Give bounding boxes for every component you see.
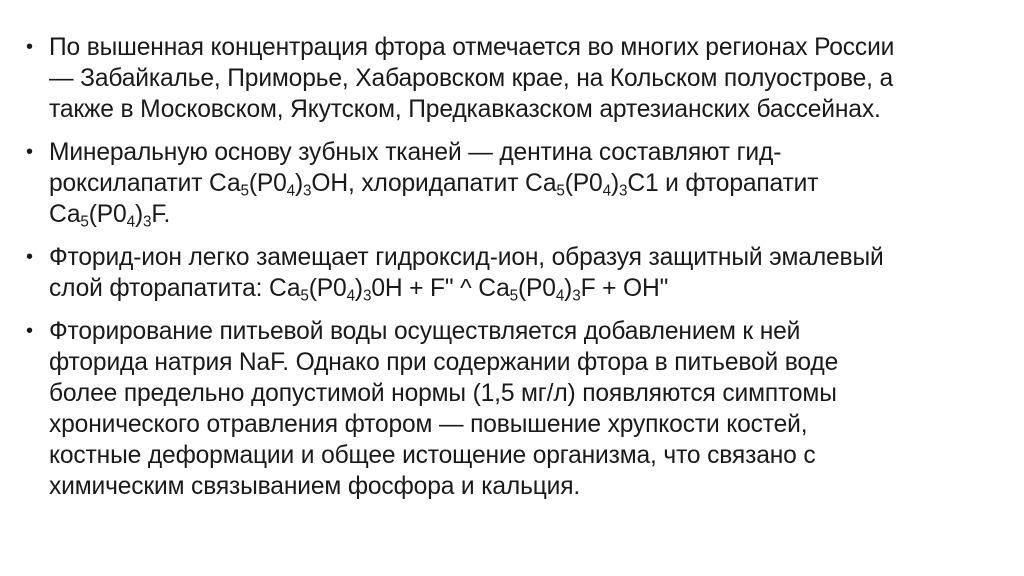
text-run: более предельно допустимой нормы (1,5 мг/л) появляются симптомы [49, 380, 837, 407]
bullet-marker: • [26, 246, 33, 268]
subscript: 5 [556, 182, 565, 200]
bullet-text-line [49, 378, 1007, 409]
bullet-text-line [49, 63, 1007, 94]
subscript: 3 [572, 287, 581, 305]
subscript: 3 [303, 182, 312, 200]
subscript: 5 [509, 287, 518, 305]
text-run: ) [134, 201, 143, 228]
subscript: 5 [80, 213, 89, 231]
bullet-text-line [49, 471, 1007, 502]
text-run: 0Н + F" ^ Са [371, 275, 510, 302]
bullet-marker: • [26, 320, 33, 342]
text-run: Фторид-ион легко замещает гидроксид-ион, образуя защитный эмалевый [49, 244, 884, 271]
text-run: (Р0 [564, 170, 603, 197]
subscript: 4 [602, 182, 611, 200]
bullet-list [22, 32, 1007, 514]
bullet-marker: • [26, 141, 33, 163]
text-run: ) [564, 275, 573, 302]
bullet-text-line [49, 242, 1007, 273]
bullet-item [22, 32, 1007, 125]
text-run: (Р0 [308, 275, 347, 302]
text-run: F + ОН" [580, 275, 669, 302]
subscript: 4 [286, 182, 295, 200]
text-run: С1 и фторапатит [627, 170, 819, 197]
text-run: костные деформации и общее истощение организма, что связано с [49, 442, 816, 469]
text-run: По вышенная концентрация фтора отмечается во многих регионах России [49, 34, 895, 61]
bullet-item [22, 242, 1007, 304]
subscript: 3 [142, 213, 152, 231]
bullet-text-line [49, 440, 1007, 471]
text-run: — Забайкалье, Приморье, Хабаровском крае, на Кольском полуострове, а [49, 65, 894, 92]
subscript: 5 [300, 287, 309, 305]
text-run: химическим связыванием фосфора и кальция. [49, 473, 581, 500]
subscript: 3 [618, 182, 628, 200]
subscript: 3 [362, 287, 372, 305]
text-run: Са [49, 201, 81, 228]
text-run: (Р0 [518, 275, 556, 302]
text-run: роксилапатит Са [49, 170, 241, 197]
bullet-item [22, 137, 1007, 230]
bullet-text-line [49, 32, 1007, 63]
text-run: ОН, хлоридапатит Са [311, 170, 557, 197]
bullet-item [22, 316, 1007, 502]
subscript: 4 [346, 287, 355, 305]
text-run: также в Московском, Якутском, Предкавказском артезианских бассейнах. [49, 96, 881, 123]
text-run: слой фторапатита: Са [49, 275, 301, 302]
bullet-text-line [49, 94, 1007, 125]
text-run: Фторирование питьевой воды осуществляется добавлением к ней [49, 318, 801, 345]
text-run: Минеральную основу зубных тканей — дентина составляют гид- [49, 139, 782, 166]
text-run: ) [295, 170, 304, 197]
bullet-text-line [49, 316, 1007, 347]
bullet-text-line [49, 409, 1007, 440]
bullet-text-line [49, 137, 1007, 168]
text-run: F. [151, 201, 171, 228]
text-run: ) [610, 170, 619, 197]
text-run: (Р0 [88, 201, 127, 228]
subscript: 5 [240, 182, 249, 200]
text-run: ) [354, 275, 363, 302]
text-run: хронического отравления фтором — повышение хрупкости костей, [49, 411, 808, 438]
bullet-text-line [49, 168, 1007, 199]
bullet-text-line [49, 273, 1007, 304]
text-run: фторида натрия NaF. Однако при содержании фтора в питьевой воде [49, 349, 839, 376]
bullet-text-line [49, 347, 1007, 378]
subscript: 4 [126, 213, 135, 231]
bullet-marker: • [26, 36, 33, 58]
subscript: 4 [555, 287, 565, 305]
text-run: (Р0 [248, 170, 287, 197]
bullet-text-line [49, 199, 1007, 230]
